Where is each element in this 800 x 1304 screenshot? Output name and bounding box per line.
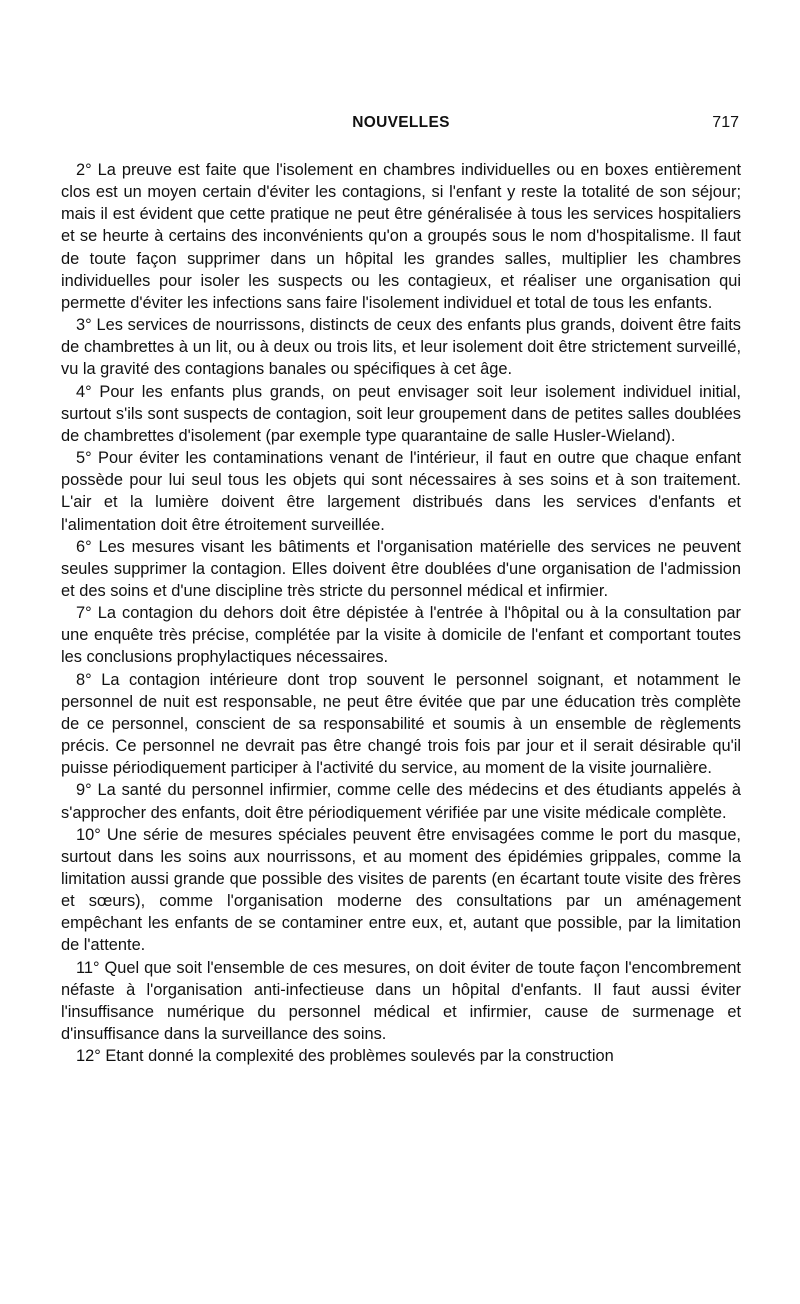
paragraph-5: 5° Pour éviter les contaminations venant de l'intérieur, il faut en outre que chaque enfant possède pour lui seul tous les objets qui sont nécessaires à ses soins et à son traitement. L'air et la lumière doivent être largement distribués dans les services d'enfants et l'alimentation doit être étroitement surveillée. bbox=[61, 449, 741, 534]
running-header bbox=[61, 114, 741, 138]
page-number: 717 bbox=[712, 114, 739, 131]
paragraph-11: 11° Quel que soit l'ensemble de ces mesures, on doit éviter de toute façon l'encombrement néfaste à l'organisation anti-infectieuse dans un hôpital d'enfants. Il faut aussi éviter l'insuffisance numérique du personnel médical et infirmier, cause de surmenage et d'insuffisance dans la surveillance des soins. bbox=[61, 958, 741, 1044]
paragraph-6: 6° Les mesures visant les bâtiments et l'organisation matérielle des services ne peuvent seules supprimer la contagion. Elles doivent être doublées d'une organisation de l'admission et des soins et d'une discipline très stricte du personnel médical et infirmier. bbox=[61, 537, 741, 600]
body-text bbox=[61, 159, 741, 1067]
paragraph-4: 4° Pour les enfants plus grands, on peut envisager soit leur isolement individuel initial, surtout s'ils sont suspects de contagion, soit leur groupement dans de petites salles doublées de chambrettes d'isolement (par exemple type quarantaine de salle Husler-Wieland). bbox=[61, 382, 741, 445]
paragraph-3: 3° Les services de nourrissons, distincts de ceux des enfants plus grands, doivent être faits de chambrettes à un lit, ou à deux ou trois lits, et leur isolement doit être strictement surveillé, vu la gravité des contagions banales ou spécifiques à cet âge. bbox=[61, 316, 741, 379]
paragraph-8: 8° La contagion intérieure dont trop souvent le personnel soignant, et notamment le personnel de nuit est responsable, ne peut être évitée que par une éducation très complète de ce personnel, conscient de sa responsabilité et soumis à un ensemble de règlements précis. Ce personnel ne devrait pas être changé trois fois par jour et il serait désirable qu'il puisse périodiquement participer à l'activité du service, au moment de la visite journalière. bbox=[61, 670, 741, 778]
paragraph-2: 2° La preuve est faite que l'isolement en chambres individuelles ou en boxes entièrement clos est un moyen certain d'éviter les contagions, si l'enfant y reste la totalité de son séjour; mais il est évident que cette pratique ne peut être généralisée à tous les services hospitaliers et se heurte à certains des inconvénients qu'on a groupés sous le nom d'hospitalisme. Il faut de toute façon supprimer dans un hôpital les grandes salles, multiplier les chambres individuelles pour isoler les suspects ou les contagieux, et réaliser une organisation qui permette d'éviter les infections sans faire l'isolement individuel et total de tous les enfants. bbox=[61, 161, 741, 312]
paragraph-7: 7° La contagion du dehors doit être dépistée à l'entrée à l'hôpital ou à la consultation par une enquête très précise, complétée par la visite à domicile de l'enfant et comportant toutes les conclusions prophylactiques nécessaires. bbox=[61, 604, 741, 667]
paragraph-12: 12° Etant donné la complexité des problèmes soulevés par la construction bbox=[76, 1047, 614, 1066]
paragraph-9: 9° La santé du personnel infirmier, comme celle des médecins et des étudiants appelés à s'approcher des enfants, doit être périodiquement vérifiée par une visite médicale complète. bbox=[61, 781, 741, 822]
paragraph-10: 10° Une série de mesures spéciales peuvent être envisagées comme le port du masque, surtout dans les soins aux nourrissons, et au moment des épidémies grippales, comme la limitation aussi grande que possible des visites de parents (en écartant toute visite des frères et sœurs), comme l'organisation moderne des consultations par un aménagement empêchant les enfants de se contaminer entre eux, et, autant que possible, par la limitation de l'attente. bbox=[61, 825, 741, 955]
running-title: NOUVELLES bbox=[352, 114, 450, 131]
